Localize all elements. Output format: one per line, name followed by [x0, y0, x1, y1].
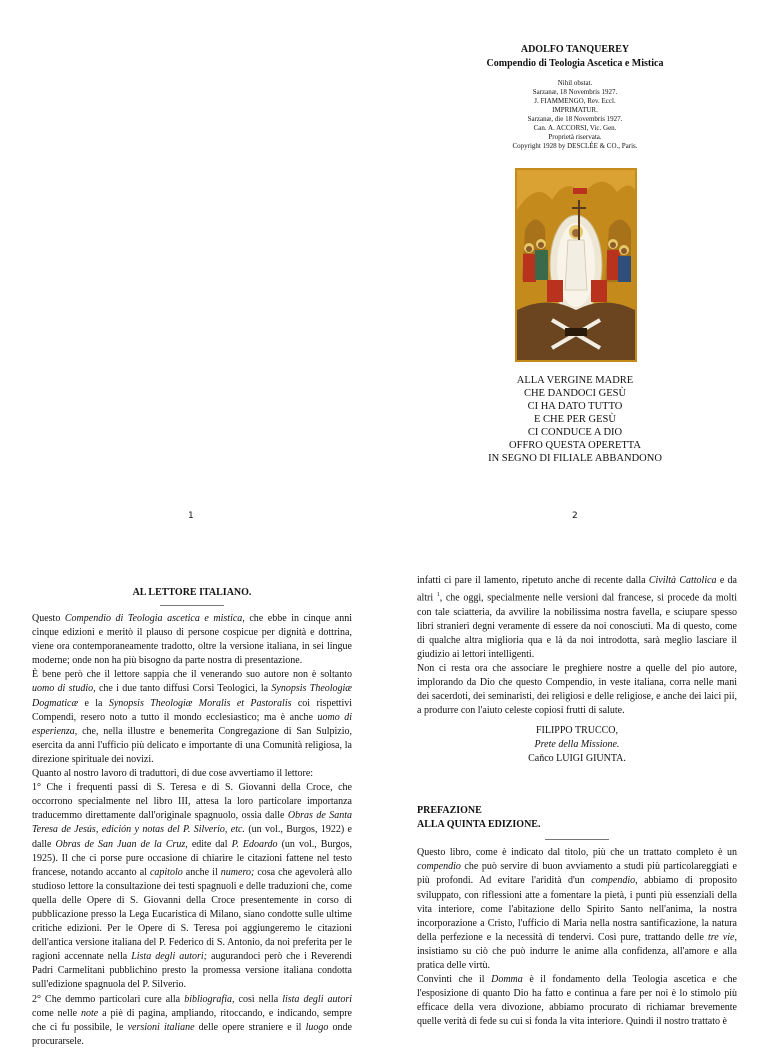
heading-rule	[545, 839, 609, 840]
imprint-line: Nihil obstat.	[557, 79, 593, 87]
resurrection-icon-artwork	[517, 170, 635, 360]
paragraph: È bene però che il lettore sappia che il venerando suo autore non è soltanto uomo di studio, che i due tanto diffusi Corsi Teologici, la Synopsis Theologiæ Dogmaticæ e la Synopsis Theologiæ Moralis et Pastoralis coi rispettivi Compendi, resero noto a tutto il mondo ecclesiastico; ma è anche uomo di esperienza, che, nella illustre e benemerita Congregazione di San Sulpizio, esercita da anni l'ufficio più delicato e importante di una Comunità religiosa, la direzione spirituale dei novizi.	[32, 669, 353, 765]
imprint-line: J. FIAMMENGO, Rev. Eccl.	[534, 97, 616, 105]
section-heading: PREFAZIONE ALLA QUINTA EDIZIONE.	[417, 805, 541, 831]
paragraph: Questo Compendio di Teologia ascetica e mistica, che ebbe in cinque anni cinque edizioni e meritò il plauso di persone cospicue per dignità e dottrina, viene ora contemporaneamente tradotto, oltre la versione italiana, in sei lingue moderne; onde non ha più bisogno da parte nostra di presentazione.	[32, 613, 352, 667]
page-2	[470, 44, 680, 151]
imprint-line: Sarzanæ, die 18 Novembris 1927.	[527, 115, 623, 123]
dedication-line: CI HA DATO TUTTO	[527, 401, 623, 412]
paragraph: Quanto al nostro lavoro di traduttori, di due cose avvertiamo il lettore:	[32, 768, 314, 780]
resurrection-icon	[515, 168, 637, 362]
section-heading: AL LETTORE ITALIANO.	[132, 587, 252, 598]
paragraph: Non ci resta ora che associare le preghiere nostre a quelle del pio autore, implorando da Dio che questo Compendio, in veste italiana, corra nelle mani dei sacerdoti, dei seminaristi, dei religiosi e delle religiose, e anche dei laici pii, a produrre con l'aiuto celeste copiosi frutti di salute.	[417, 662, 737, 717]
dedication-line: ALLA VERGINE MADRE	[516, 375, 634, 386]
dedication-line: CHE DANDOCI GESÙ	[523, 388, 627, 399]
imprint-line: Copyright 1928 by DESCLÉE & CO., Paris.	[512, 142, 638, 150]
signature-block	[417, 724, 737, 766]
page-4	[417, 574, 737, 1029]
footnote-marker: 1	[436, 592, 440, 599]
imprint-line: Can. A. ACCORSI, Vic. Gen.	[533, 124, 617, 132]
signature-role: Prete della Missione.	[534, 739, 620, 751]
imprint-line: Proprietà riservata.	[548, 133, 602, 141]
imprint-block	[470, 79, 680, 151]
paragraph: 1° Che i frequenti passi di S. Teresa e di S. Giovanni della Croce, che occorrono specialmente nel libro III, attesa la loro particolare importanza traducemmo direttamente dall'originale spagnuolo, ossia dalle Obras de Santa Teresa de Jesús, edición y notas del P. Silverio, etc. (un vol., Burgos, 1922) e dalle Obras de San Juan de la Cruz, edite dal P. Edoardo (un vol., Burgos, 1925). Il che ci porse pure occasione di chiarire le citazioni fattene nel testo francese, notando accanto al capitolo anche il numero; cosa che agevolerà allo studioso lettore la consultazione dei testi spagnuoli e delle traduzioni che, come quella delle Opere di S. Giovanni della Croce presentemente in corso di pubblicazione presso la Lega Eucaristica di Milano, siano condotte sulle ultime critiche edizioni. Per le Opere di S. Teresa poi aggiungeremo le citazioni dell'antica versione italiana del P. Federico di S. Antonio, da noi preferita per le ragioni accennate nella Lista degli autori; augurandoci però che i Reverendi Padri Carmelitani pubblichino presto la promessa versione italiana condotta sull'edizione spagnuola del P. Silverio.	[32, 782, 353, 991]
dedication-line: OFFRO QUESTA OPERETTA	[509, 440, 641, 451]
heading-rule	[160, 605, 224, 606]
page-number-right: 2	[572, 511, 578, 521]
signature-name: FILIPPO TRUCCO,	[535, 725, 619, 737]
signature-name-2: Caňco LUIGI GIUNTA.	[528, 753, 626, 765]
paragraph: infatti ci pare il lamento, ripetuto anche di recente dalla Civiltà Cattolica e da altri $^1$, che oggi, specialmente nelle versioni dal francese, si procede da molti con tale sciatteria, da avvilire la nobilissima nostra favella, e sciupare spesso libri stranieri degni veramente di essere da noi conosciuti. Ma di questo, come di qualche altra miglioria qua e là da noi introdotta, sarà meglio lasciare il giudizio ai lettori intelligenti.	[417, 575, 737, 660]
paragraph: Convinti che il Domma è il fondamento della Teologia ascetica e che l'esposizione di quanto Dio ha fatto e continua a fare per noi è lo stimolo più efficace della vera divozione, abbiamo procurato di richiamar brevemente quelle verità di fede su cui si fonda la vita interiore. Quindi il nostro trattato è	[417, 974, 737, 1028]
paragraph: Questo libro, come è indicato dal titolo, più che un trattato completo è un compendio che può servire di buon avviamento a studi più particolareggiati e più profondi. Ad evitare l'aridità d'un compendio, abbiamo di proposito sviluppato, con riflessioni atte a fomentare la pietà, i punti più essenziali della vita interiore, come l'abitazione dello Spirito Santo nell'anima, la nostra incorporazione a Cristo, l'ufficio di Maria nella nostra santificazione, la natura della perfezione e la necessità di tendervi. Così pure, trattando delle tre vie, insistiamo su ciò che può indurre le anime alla confidenza, all'amore e alla pratica delle virtù.	[417, 847, 737, 972]
dedication	[470, 374, 680, 465]
paragraph: 2° Che demmo particolari cure alla bibliografia, così nella lista degli autori come nelle note a piè di pagina, ampliando, ritoccando, e indicando, sempre che ci fu possibile, le versioni italiane delle opere straniere e il luogo onde procurarsele.	[32, 993, 352, 1047]
book-title: Compendio di Teologia Ascetica e Mistica	[486, 58, 664, 69]
dedication-line: CI CONDUCE A DIO	[527, 427, 623, 438]
author-name: ADOLFO TANQUEREY	[520, 44, 630, 55]
section-body	[417, 846, 737, 1029]
page-3	[32, 587, 352, 1049]
imprint-line: Sarzanæ, 18 Novembris 1927.	[532, 88, 618, 96]
dedication-line: IN SEGNO DI FILIALE ABBANDONO	[488, 453, 662, 464]
page-number-left: 1	[188, 511, 194, 521]
section-body	[417, 574, 737, 718]
dedication-line: E CHE PER GESÙ	[534, 414, 616, 425]
imprint-line: IMPRIMATUR.	[552, 106, 598, 114]
section-body	[32, 612, 352, 1049]
